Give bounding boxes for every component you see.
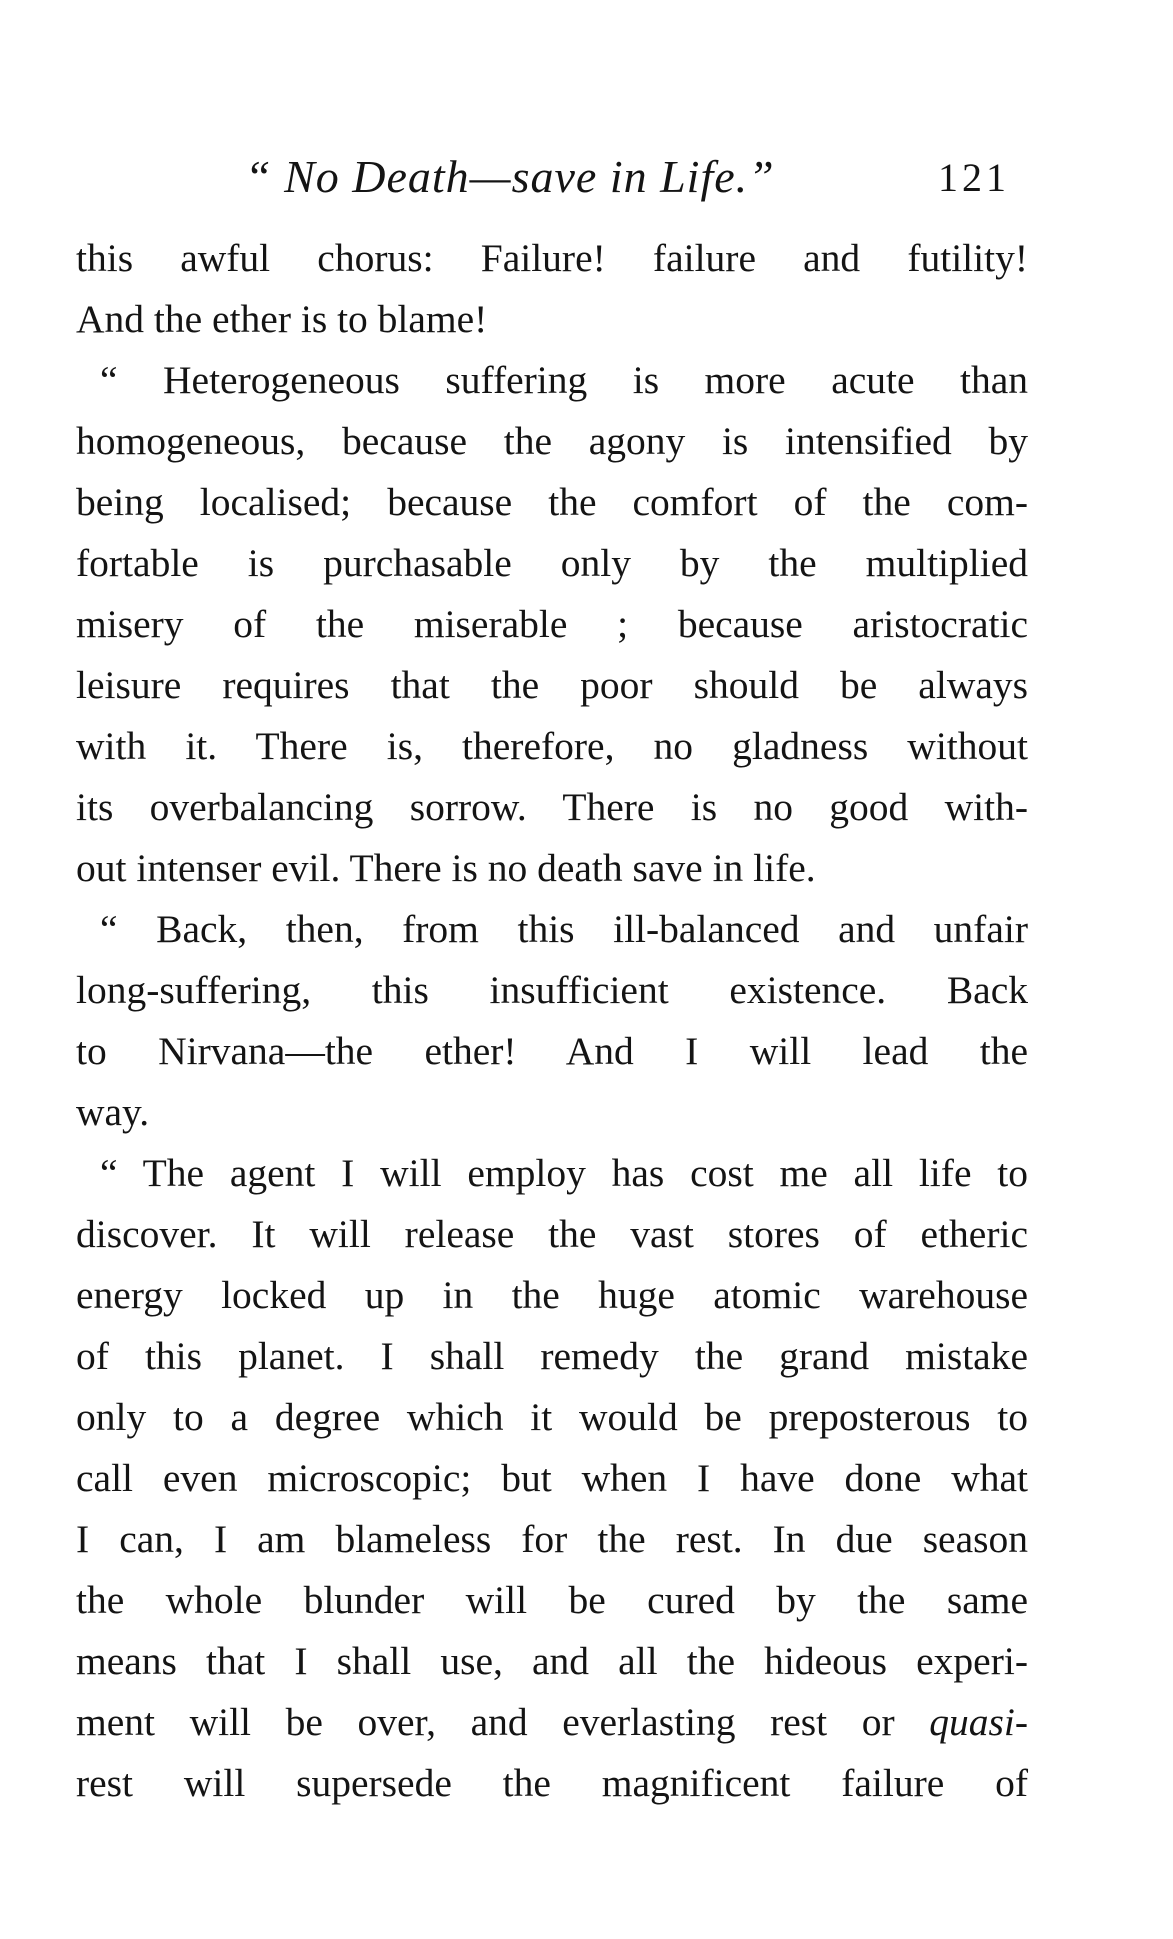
- text-line: fortable is purchasable only by the multiplied: [76, 541, 1028, 585]
- text-line: to Nirvana—the ether! And I will lead the: [76, 1029, 1028, 1073]
- body-text: [76, 228, 1028, 1814]
- text-line: energy locked up in the huge atomic warehouse: [76, 1273, 1028, 1317]
- text-line: “ Back, then, from this ill-balanced and unfair: [100, 907, 1028, 951]
- text-line: call even microscopic; but when I have done what: [76, 1456, 1028, 1500]
- running-title: “ No Death—save in Life.”: [245, 151, 775, 202]
- italic-word: quasi-: [929, 1700, 1029, 1744]
- text-line: being localised; because the comfort of the com-: [76, 480, 1028, 524]
- text-line: “ The agent I will employ has cost me all life to: [100, 1151, 1028, 1195]
- text-line: out intenser evil. There is no death save in life.: [76, 846, 816, 890]
- text-line: its overbalancing sorrow. There is no good with-: [76, 785, 1028, 829]
- text-line: misery of the miserable ; because aristocratic: [76, 602, 1028, 646]
- text-line: [76, 1692, 1028, 1753]
- text-line-start: ment will be over, and everlasting rest or: [76, 1700, 895, 1744]
- text-line: only to a degree which it would be preposterous to: [76, 1395, 1028, 1439]
- text-line: I can, I am blameless for the rest. In due season: [76, 1517, 1028, 1561]
- text-line: leisure requires that the poor should be always: [76, 663, 1028, 707]
- text-line: homogeneous, because the agony is intensified by: [76, 419, 1028, 463]
- text-line: long-suffering, this insufficient existence. Back: [76, 968, 1028, 1012]
- text-line: of this planet. I shall remedy the grand mistake: [76, 1334, 1028, 1378]
- text-line: way.: [76, 1090, 150, 1134]
- text-line: And the ether is to blame!: [76, 297, 488, 341]
- page-number: 121: [938, 155, 1010, 200]
- text-line: this awful chorus: Failure! failure and futility!: [76, 236, 1028, 280]
- running-head: [0, 150, 1173, 210]
- text-line: discover. It will release the vast stores of etheric: [76, 1212, 1028, 1256]
- text-line: “ Heterogeneous suffering is more acute than: [100, 358, 1028, 402]
- text-line: means that I shall use, and all the hideous experi-: [76, 1639, 1028, 1683]
- text-line: with it. There is, therefore, no gladness without: [76, 724, 1028, 768]
- text-line: the whole blunder will be cured by the same: [76, 1578, 1028, 1622]
- text-line: rest will supersede the magnificent failure of: [76, 1761, 1028, 1805]
